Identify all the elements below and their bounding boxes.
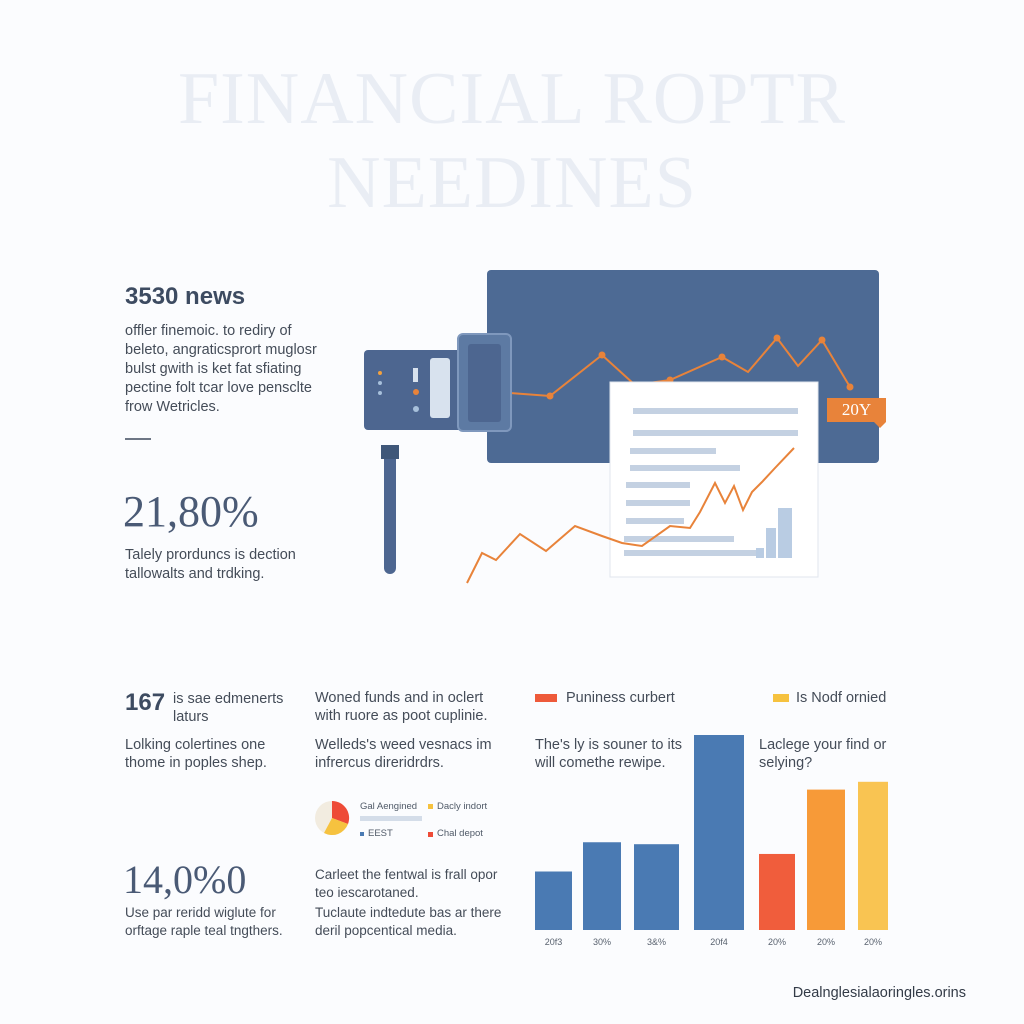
bar-7 <box>858 782 888 930</box>
text-line: thome in poples shep. <box>125 755 267 771</box>
text-line: frow Wetricles. <box>125 399 220 415</box>
device-display <box>430 358 450 418</box>
text-line: teo iescarotaned. <box>315 885 419 900</box>
text-line: pectine folt tcar love pensclte <box>125 380 312 396</box>
stat-percentage: 21,80% <box>123 487 259 536</box>
legend-swatch-1 <box>535 694 557 702</box>
text-line: Use par reridd wiglute for <box>125 905 276 920</box>
text-line: bulst gwith is ket fat sfiating <box>125 361 302 377</box>
text-line: selying? <box>759 755 813 771</box>
pole-joint <box>381 445 399 459</box>
stat-heading: 3530 news <box>125 283 246 310</box>
x-tick-label-4: 20f4 <box>710 937 728 947</box>
text-line: tallowalts and trdking. <box>125 566 265 582</box>
mini-legend-swatch-4 <box>428 832 433 837</box>
stat-percentage-text <box>125 546 296 584</box>
bar-3 <box>634 844 679 930</box>
text-line: Lolking colertines one <box>125 737 266 753</box>
text-line: is sae edmenerts <box>173 691 284 707</box>
financial-illustration <box>350 260 900 590</box>
mini-legend-item-3: EEST <box>368 828 393 839</box>
mid-heading <box>315 689 488 725</box>
device-screen <box>468 344 501 422</box>
x-tick-label-6: 20% <box>816 937 836 947</box>
text-line: with ruore as poot cuplinie. <box>315 708 488 724</box>
mini-legend-swatch-2 <box>428 804 433 809</box>
stat-count-label <box>173 690 283 726</box>
bar-5 <box>759 854 795 930</box>
text-line: infrercus direridrdrs. <box>315 755 444 771</box>
bar-4 <box>694 735 744 930</box>
text-line: Talely prorduncs is dection <box>125 547 296 563</box>
stat-description <box>125 322 355 417</box>
mini-legend-item-4: Chal depot <box>437 828 483 839</box>
mini-legend-item-1: Gal Aengined <box>360 801 418 812</box>
text-line: Woned funds and in oclert <box>315 690 484 706</box>
divider <box>125 438 151 440</box>
x-tick-label-1: 20f3 <box>544 937 563 947</box>
text-line: offler finemoic. to rediry of <box>125 323 292 339</box>
device-pole <box>384 450 396 574</box>
mid-text-3 <box>315 904 501 940</box>
x-tick-label-3: 3&% <box>646 937 667 947</box>
mini-legend-item-2: Dacly indort <box>437 801 488 812</box>
legend-swatch-2 <box>773 694 789 702</box>
text-line: will comethe rewipe. <box>535 755 666 771</box>
bar-chart <box>530 725 900 955</box>
text-line: Laclege your find or <box>759 737 887 753</box>
text-line: deril popcentical media. <box>315 923 457 938</box>
mid-text <box>315 736 492 772</box>
mid-text-2 <box>315 866 497 902</box>
year-badge: 20Y <box>841 400 872 419</box>
text-line: laturs <box>173 709 209 725</box>
text-line: The's ly is souner to its <box>535 737 683 753</box>
stat-count-text <box>125 736 267 772</box>
legend-label-1: Puniness curbert <box>566 690 675 706</box>
stat-percentage-2-text <box>125 904 283 940</box>
stat-count: 167 <box>125 689 166 716</box>
text-line: Welleds's weed vesnacs im <box>315 737 492 753</box>
legend-label-2: Is Nodf ornied <box>796 690 887 706</box>
text-line: Tuclaute indtedute bas ar there <box>315 905 502 920</box>
bar-1 <box>535 872 572 931</box>
mini-pie-chart <box>312 798 352 838</box>
text-line: beleto, angraticsprort muglosr <box>125 342 317 358</box>
text-line: orftage raple teal tngthers. <box>125 923 283 938</box>
page-title-line-2: NEEDINES <box>327 142 697 224</box>
page-title-line-1: FINANCIAL ROPTR <box>177 58 847 140</box>
stat-percentage-2: 14,0%0 <box>123 857 247 902</box>
x-tick-label-5: 20% <box>767 937 787 947</box>
x-tick-label-2: 30% <box>592 937 612 947</box>
x-tick-label-7: 20% <box>863 937 883 947</box>
text-line: Carleet the fentwal is frall opor <box>315 867 498 882</box>
footer-text: Dealnglesialaoringles.orins <box>792 985 966 1001</box>
bar-2 <box>583 842 621 930</box>
mini-legend-swatch-3 <box>360 832 364 836</box>
mini-legend-bar <box>360 816 422 821</box>
bar-6 <box>807 790 845 930</box>
